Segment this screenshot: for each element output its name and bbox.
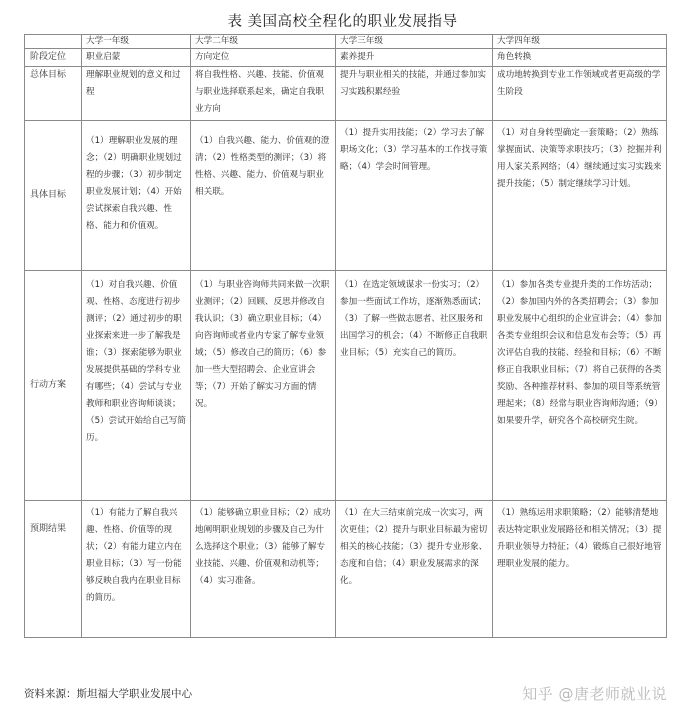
cell-specific-goal-year-3: （1）提升实用技能；（2）学习去了解职场文化；（3）学习基本的工作找寻策略；（4）学会时间管理。 <box>336 121 493 271</box>
cell-stage-year-2: 方向定位 <box>191 49 336 67</box>
cell-specific-goal-year-1: （1）理解职业发展的理念；（2）明确职业规划过程的步骤；（3）初步制定职业发展计划；（4）开始尝试探索自我兴趣、性格、能力和价值观。 <box>82 121 191 271</box>
row-label-expected-result: 预期结果 <box>25 501 82 638</box>
table-row <box>25 121 667 271</box>
cell-overall-goal-year-3: 提升与职业相关的技能，并通过参加实习实践积累经验 <box>336 67 493 121</box>
header-empty <box>25 35 82 49</box>
cell-action-plan-year-4: （1）参加各类专业提升类的工作坊活动；（2）参加国内外的各类招聘会；（3）参加职业发展中心组织的企业宣讲会；（4）参加各类专业组织会议和信息发布会等；（5）再次评估自我的技能、经验和目标；（6）不断修正自我职业目标；（7）将自己获得的各类奖励、各种推荐材料、参加的项目等系统管理起来；（8）经常与职业咨询师沟通；（9）如果要升学，研究各个高校研究生院。 <box>493 271 667 501</box>
career-guidance-table <box>24 34 667 638</box>
header-year-2: 大学二年级 <box>191 35 336 49</box>
row-label-stage: 阶段定位 <box>25 49 82 67</box>
cell-action-plan-year-3: （1）在选定领域谋求一份实习；（2）参加一些面试工作坊，逐渐熟悉面试；（3）了解一些做志愿者、社区服务和出国学习的机会；（4）不断修正自我职业目标；（5）充实自己的简历。 <box>336 271 493 501</box>
table-header-row <box>25 35 667 49</box>
row-label-overall-goal: 总体目标 <box>25 67 82 121</box>
table-row <box>25 271 667 501</box>
cell-action-plan-year-2: （1）与职业咨询师共同来做一次职业测评；（2）回顾、反思并修改自我认识；（3）确立职业目标；（4）向咨询师或者业内专家了解专业领域；（5）修改自己的简历；（6）参加一些大型招聘会、企业宣讲会等；（7）开始了解实习方面的情况。 <box>191 271 336 501</box>
row-label-specific-goal: 具体目标 <box>25 121 82 271</box>
cell-overall-goal-year-2: 将自我性格、兴趣、技能、价值观与职业选择联系起来，确定自我职业方向 <box>191 67 336 121</box>
page-title: 表 美国高校全程化的职业发展指导 <box>227 14 458 30</box>
cell-overall-goal-year-4: 成功地转换到专业工作领域或者更高级的学生阶段 <box>493 67 667 121</box>
source-note: 资料来源：斯坦福大学职业发展中心 <box>24 688 192 700</box>
header-year-4: 大学四年级 <box>493 35 667 49</box>
cell-stage-year-4: 角色转换 <box>493 49 667 67</box>
header-year-3: 大学三年级 <box>336 35 493 49</box>
cell-stage-year-3: 素养提升 <box>336 49 493 67</box>
row-label-action-plan: 行动方案 <box>25 271 82 501</box>
table-row <box>25 501 667 638</box>
cell-expected-result-year-1: （1）有能力了解自我兴趣、性格、价值等的现状；（2）有能力建立内在职业目标；（3）写一份能够反映自我内在职业目标的简历。 <box>82 501 191 638</box>
header-year-1: 大学一年级 <box>82 35 191 49</box>
cell-overall-goal-year-1: 理解职业规划的意义和过程 <box>82 67 191 121</box>
cell-specific-goal-year-2: （1）自我兴趣、能力、价值观的澄清；（2）性格类型的测评；（3）将性格、兴趣、能力、价值观与职业相关联。 <box>191 121 336 271</box>
cell-stage-year-1: 职业启蒙 <box>82 49 191 67</box>
cell-action-plan-year-1: （1）对自我兴趣、价值观、性格、态度进行初步测评；（2）通过初步的职业探索来进一步了解我是谁；（3）探索能够为职业发展提供基础的学科专业有哪些；（4）尝试与专业教师和职业咨询师谈谈；（5）尝试开始给自己写简历。 <box>82 271 191 501</box>
cell-specific-goal-year-4: （1）对自身转型确定一套策略；（2）熟练掌握面试、决策等求职技巧；（3）挖掘并利用人家关系网络；（4）继续通过实习实践来提升技能；（5）制定继续学习计划。 <box>493 121 667 271</box>
table-row <box>25 67 667 121</box>
cell-expected-result-year-4: （1）熟练运用求职策略；（2）能够清楚地表达特定职业发展路径和相关情况；（3）提升职业领导力特征；（4）锻炼自己很好地管理职业发展的能力。 <box>493 501 667 638</box>
cell-expected-result-year-2: （1）能够确立职业目标；（2）成功地阐明职业规划的步骤及自己为什么选择这个职业；（3）能够了解专业技能、兴趣、价值观和动机等；（4）实习准备。 <box>191 501 336 638</box>
table-row <box>25 49 667 67</box>
watermark: 知乎 @唐老师就业说 <box>522 685 667 703</box>
cell-expected-result-year-3: （1）在大三结束前完成一次实习，两次更佳；（2）提升与职业目标最为密切相关的核心技能；（3）提升专业形象、态度和自信；（4）职业发展需求的深化。 <box>336 501 493 638</box>
